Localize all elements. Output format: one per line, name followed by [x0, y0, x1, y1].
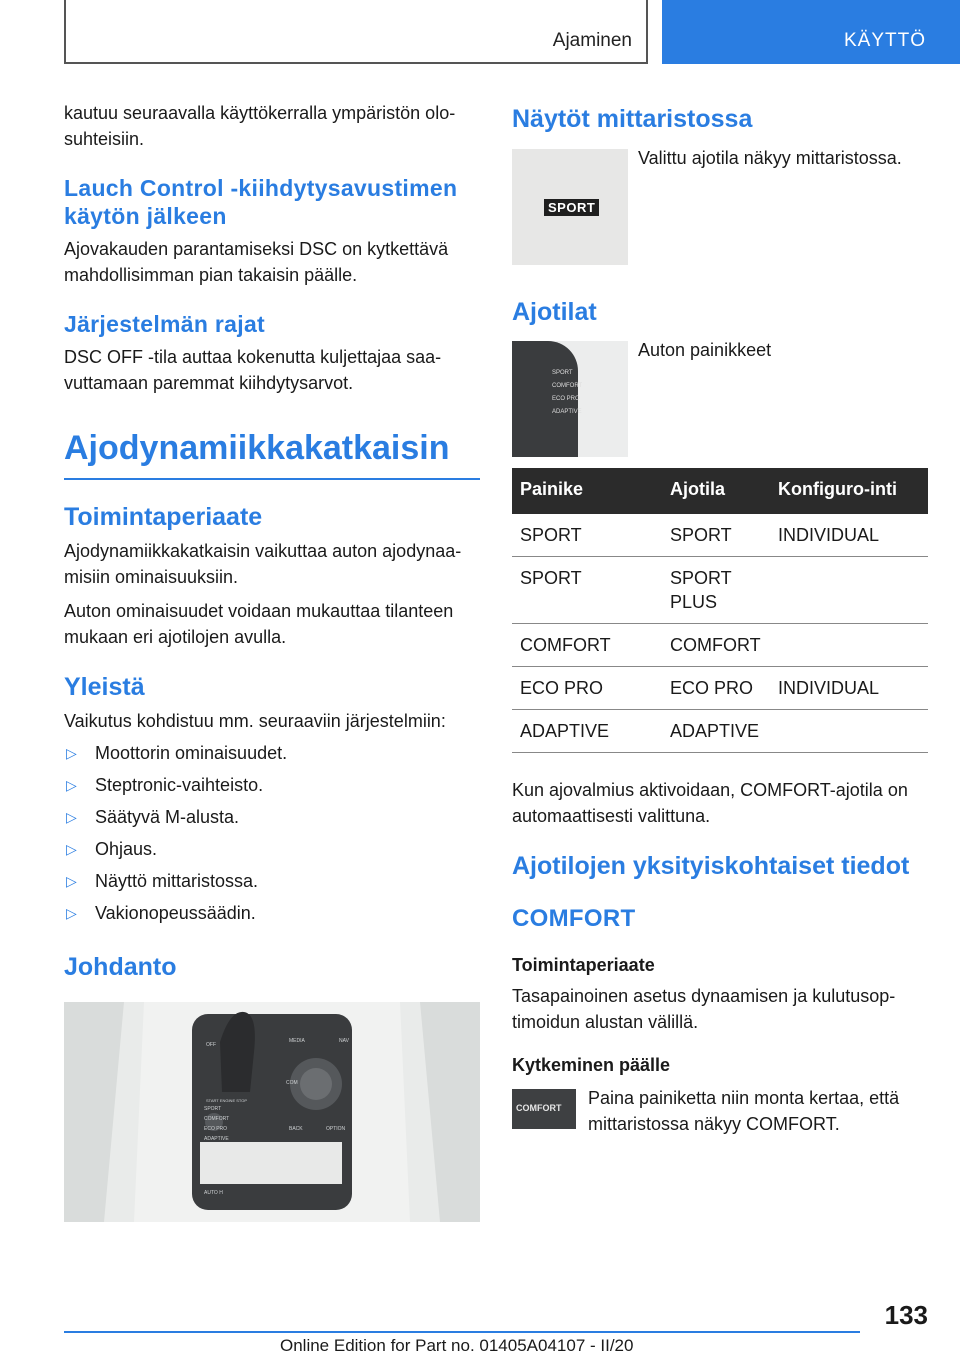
center-console-illustration — [64, 1002, 480, 1222]
list-item-text: Näyttö mittaristossa. — [95, 871, 259, 891]
table-header-row — [512, 468, 928, 514]
center-console-image — [64, 1002, 480, 1222]
list-item-text: Moottorin ominaisuudet. — [95, 743, 288, 763]
right-column — [512, 100, 928, 1137]
table-cell: SPORT — [662, 514, 770, 557]
switch-on-text: Paina painiketta niin monta kertaa, että mittaristossa näkyy COMFORT. — [588, 1088, 900, 1134]
table-cell — [770, 557, 928, 624]
list-item — [64, 740, 480, 772]
button-label-list — [552, 367, 582, 419]
triangle-bullet-icon: ▷ — [66, 841, 77, 857]
list-item-text: Säätyvä M-alusta. — [95, 807, 240, 827]
main-heading-rule — [64, 478, 480, 480]
console-label-sport: SPORT — [204, 1106, 222, 1112]
comfort-button-image[interactable] — [512, 1089, 576, 1129]
list-item — [64, 836, 480, 868]
comfort-badge: COMFORT — [516, 1103, 562, 1113]
switch-on-block — [512, 1085, 928, 1137]
triangle-bullet-icon: ▷ — [66, 777, 77, 793]
table-row — [512, 557, 928, 624]
comfort-principle-heading: Toimintaperiaate — [512, 955, 655, 975]
table-row — [512, 624, 928, 667]
list-item — [64, 804, 480, 836]
console-label-adaptive: ADAPTIVE — [204, 1136, 229, 1142]
header-chapter-tab[interactable] — [662, 0, 960, 64]
principle-text-1: Ajodynamiikkakatkaisin vaikuttaa auton ajodynaa-misiin ominaisuuksiin. — [64, 541, 462, 587]
page-number: 133 — [884, 1300, 928, 1330]
triangle-bullet-icon: ▷ — [66, 905, 77, 921]
list-item-text: Vakionopeussäädin. — [95, 903, 256, 923]
switch-on-heading: Kytkeminen päälle — [512, 1055, 671, 1075]
button-label: ADAPTIVE — [552, 409, 582, 415]
displays-heading: Näytöt mittaristossa — [512, 105, 753, 133]
principle-text-2: Auton ominaisuudet voidaan mukauttaa tilanteen mukaan eri ajotilojen avulla. — [64, 601, 454, 647]
table-cell: ADAPTIVE — [662, 710, 770, 753]
drive-modes-heading: Ajotilat — [512, 298, 597, 326]
table-row — [512, 667, 928, 710]
button-label: COMFORT — [552, 383, 583, 389]
table-cell — [770, 710, 928, 753]
table-cell: INDIVIDUAL — [770, 667, 928, 710]
sport-badge: SPORT — [544, 199, 599, 216]
table-cell: ECO PRO — [662, 667, 770, 710]
console-label-back: BACK — [289, 1126, 303, 1132]
sport-display-image — [512, 149, 628, 265]
table-cell: ECO PRO — [512, 667, 662, 710]
table-cell: SPORT — [512, 514, 662, 557]
general-heading: Yleistä — [64, 673, 145, 701]
displays-text: Valittu ajotila näkyy mittaristossa. — [638, 148, 902, 168]
table-cell: INDIVIDUAL — [770, 514, 928, 557]
triangle-bullet-icon: ▷ — [66, 809, 77, 825]
list-item — [64, 772, 480, 804]
console-label-option: OPTION — [326, 1126, 346, 1132]
header-section-box — [64, 0, 648, 64]
table-cell — [770, 624, 928, 667]
systems-list — [64, 740, 480, 932]
console-label-auto: AUTO H — [204, 1190, 223, 1196]
left-column — [64, 100, 480, 982]
edition-text: Online Edition for Part no. 01405A04107 - II/20 — [280, 1336, 634, 1355]
launch-control-text: Ajovakauden parantamiseksi DSC on kytkettävä mahdollisimman pian takaisin päälle. — [64, 239, 449, 285]
table-cell: ADAPTIVE — [512, 710, 662, 753]
list-item-text: Steptronic-vaihteisto. — [95, 775, 264, 795]
triangle-bullet-icon: ▷ — [66, 745, 77, 761]
drive-modes-text: Auton painikkeet — [638, 340, 772, 360]
console-label-start: START ENGINE STOP — [206, 1098, 248, 1103]
table-cell: SPORT PLUS — [662, 557, 770, 624]
drive-modes-block — [512, 341, 928, 457]
launch-control-heading: Lauch Control -kiihdytysavustimen käytön jälkeen — [64, 175, 458, 229]
main-heading: Ajodynamiikkakatkaisin — [64, 429, 450, 467]
console-label-comfort: COMFORT — [204, 1116, 230, 1122]
system-limits-text: DSC OFF -tila auttaa kokenutta kuljettajaa saa-vuttamaan paremmat kiihdytysarvot. — [64, 347, 442, 393]
button-label: ECO PRO — [552, 396, 580, 402]
console-label-eco: ECO PRO — [204, 1126, 228, 1132]
list-item — [64, 868, 480, 900]
footer-rule — [64, 1331, 860, 1333]
list-item — [64, 900, 480, 932]
displays-block — [512, 149, 928, 265]
table-header-cell: Ajotila — [662, 468, 770, 514]
list-item-text: Ohjaus. — [95, 839, 158, 859]
table-row — [512, 710, 928, 753]
table-cell: COMFORT — [662, 624, 770, 667]
console-label-off: OFF — [206, 1042, 216, 1048]
button-label: SPORT — [552, 370, 573, 376]
mode-buttons-image — [512, 341, 628, 457]
intro-text: kautuu seuraavalla käyttökerralla ympäristön olo-suhteisiin. — [64, 103, 456, 149]
table-header-cell: Painike — [512, 468, 662, 514]
console-label-media: MEDIA — [289, 1038, 305, 1044]
principle-heading: Toimintaperiaate — [64, 503, 263, 531]
table-cell: SPORT — [512, 557, 662, 624]
header-section-title: Ajaminen — [552, 30, 632, 51]
system-limits-heading: Järjestelmän rajat — [64, 311, 266, 337]
table-row — [512, 514, 928, 557]
triangle-bullet-icon: ▷ — [66, 873, 77, 889]
comfort-heading: COMFORT — [512, 905, 636, 932]
introduction-heading: Johdanto — [64, 953, 177, 981]
general-text: Vaikutus kohdistuu mm. seuraaviin järjestelmiin: — [64, 711, 446, 731]
header-chapter-title: KÄYTTÖ — [843, 30, 926, 51]
after-table-text: Kun ajovalmius aktivoidaan, COMFORT-ajotila on automaattisesti valittuna. — [512, 780, 908, 826]
console-label-com: COM — [286, 1080, 298, 1086]
comfort-principle-text: Tasapainoinen asetus dynaamisen ja kulutusop-timoidun alustan välillä. — [512, 986, 896, 1032]
table-cell: COMFORT — [512, 624, 662, 667]
table-header-cell: Konfiguro-inti — [770, 468, 928, 514]
details-heading: Ajotilojen yksityiskohtaiset tiedot — [512, 852, 910, 880]
drive-modes-table — [512, 468, 928, 753]
console-label-nav: NAV — [339, 1038, 349, 1044]
